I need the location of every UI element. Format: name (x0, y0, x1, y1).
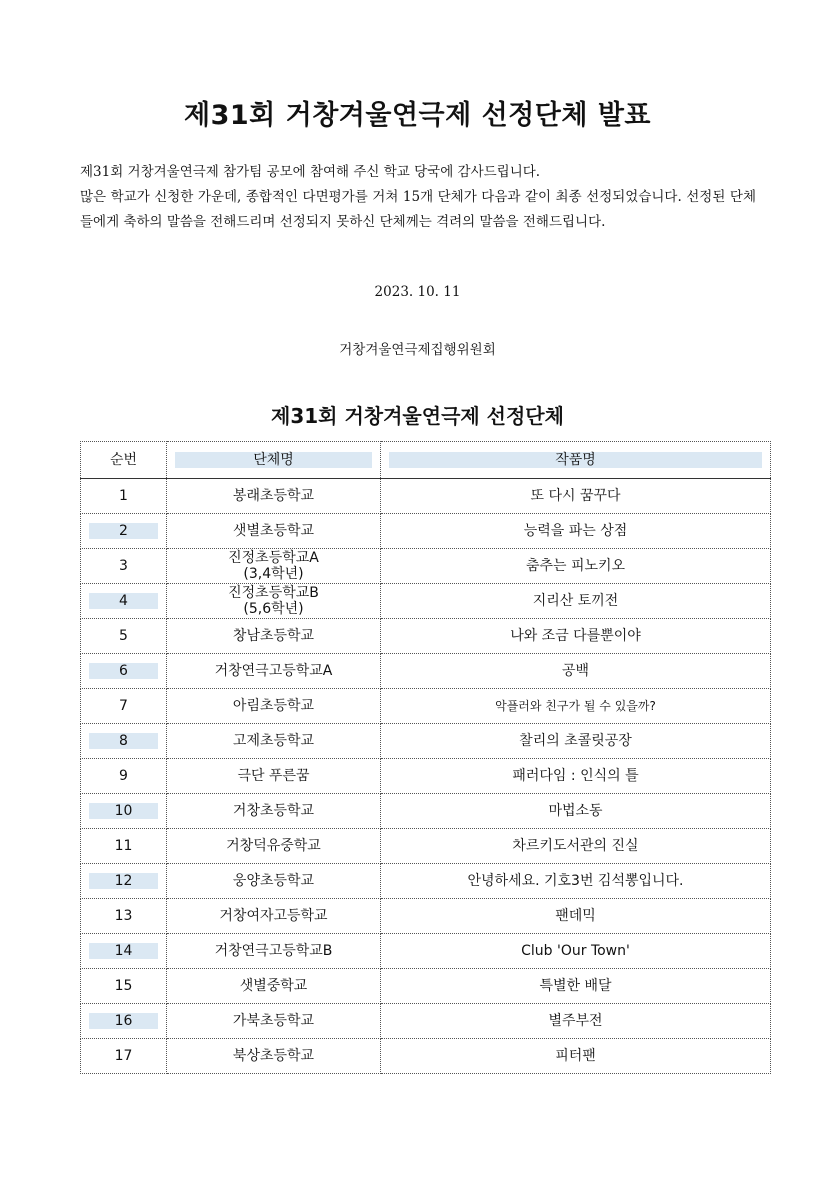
row-group-subtitle: (3,4학년) (243, 566, 304, 582)
table-row (81, 724, 771, 759)
row-work-title: 피터팬 (381, 1039, 771, 1074)
row-group-name: 거창연극고등학교B (167, 934, 381, 969)
row-work-title: 안녕하세요. 기호3번 김석뽕입니다. (381, 864, 771, 899)
row-group-name: 진정초등학교A (3,4학년) (167, 549, 381, 584)
row-group-name: 가북초등학교 (167, 1004, 381, 1039)
row-number: 14 (81, 934, 167, 969)
row-number: 6 (81, 654, 167, 689)
table-row (81, 514, 771, 549)
row-group-name: 고제초등학교 (167, 724, 381, 759)
row-work-title: 또 다시 꿈꾸다 (381, 479, 771, 514)
row-group-subtitle: (5,6학년) (243, 601, 304, 617)
row-work-title: Club 'Our Town' (381, 934, 771, 969)
row-group-name: 창남초등학교 (167, 619, 381, 654)
row-group-name: 아림초등학교 (167, 689, 381, 724)
row-group-name: 웅양초등학교 (167, 864, 381, 899)
header-group: 단체명 (167, 442, 381, 479)
row-number: 9 (81, 759, 167, 794)
announcement-date: 2023. 10. 11 (374, 284, 461, 300)
row-number: 13 (81, 899, 167, 934)
row-work-title: 마법소동 (381, 794, 771, 829)
row-number: 16 (81, 1004, 167, 1039)
header-work: 작품명 (381, 442, 771, 479)
row-number: 17 (81, 1039, 167, 1074)
table-row (81, 829, 771, 864)
table-row (81, 794, 771, 829)
row-group-name: 진정초등학교B (5,6학년) (167, 584, 381, 619)
table-title: 제31회 거창겨울연극제 선정단체 (271, 404, 564, 428)
table-row (81, 619, 771, 654)
row-number: 7 (81, 689, 167, 724)
row-work-title: 찰리의 초콜릿공장 (381, 724, 771, 759)
row-group-name: 거창연극고등학교A (167, 654, 381, 689)
table-row (81, 584, 771, 619)
row-work-title: 춤추는 피노키오 (381, 549, 771, 584)
row-group-name: 북상초등학교 (167, 1039, 381, 1074)
row-group-name: 극단 푸른꿈 (167, 759, 381, 794)
row-group-name: 봉래초등학교 (167, 479, 381, 514)
row-work-title: 악플러와 친구가 될 수 있을까? (381, 689, 771, 724)
row-number: 10 (81, 794, 167, 829)
committee-name: 거창겨울연극제집행위원회 (339, 342, 496, 358)
table-row (81, 864, 771, 899)
table-row (81, 969, 771, 1004)
row-group-name: 거창초등학교 (167, 794, 381, 829)
row-work-title: 팬데믹 (381, 899, 771, 934)
row-number: 3 (81, 549, 167, 584)
row-work-title: 별주부전 (381, 1004, 771, 1039)
table-row (81, 759, 771, 794)
row-work-title: 공백 (381, 654, 771, 689)
intro-text (80, 160, 756, 235)
table-row (81, 654, 771, 689)
row-group-name: 샛별중학교 (167, 969, 381, 1004)
row-work-title: 차르키도서관의 진실 (381, 829, 771, 864)
intro-paragraph-2: 많은 학교가 신청한 가운데, 종합적인 다면평가를 거쳐 15개 단체가 다음과 같이 최종 선정되었습니다. 선정된 단체들에게 축하의 말씀을 전해드리며 선정되지 못하신 단체께는 격려의 말씀을 전해드립니다. (80, 189, 756, 230)
table-row (81, 1004, 771, 1039)
row-number: 15 (81, 969, 167, 1004)
table-row (81, 689, 771, 724)
selection-table (80, 441, 771, 1074)
table-header-row (81, 442, 771, 479)
table-row (81, 549, 771, 584)
row-work-title: 지리산 토끼전 (381, 584, 771, 619)
row-number: 2 (81, 514, 167, 549)
row-work-title: 나와 조금 다를뿐이야 (381, 619, 771, 654)
row-number: 12 (81, 864, 167, 899)
header-no: 순번 (81, 442, 167, 479)
row-number: 5 (81, 619, 167, 654)
row-work-title: 능력을 파는 상점 (381, 514, 771, 549)
row-number: 8 (81, 724, 167, 759)
intro-paragraph-1: 제31회 거창겨울연극제 참가팀 공모에 참여해 주신 학교 당국에 감사드립니다. (80, 164, 541, 180)
row-work-title: 특별한 배달 (381, 969, 771, 1004)
row-number: 11 (81, 829, 167, 864)
row-group-name: 샛별초등학교 (167, 514, 381, 549)
table-body (81, 479, 771, 1074)
row-work-title: 패러다임 : 인식의 틀 (381, 759, 771, 794)
row-number: 1 (81, 479, 167, 514)
table-row (81, 899, 771, 934)
page-title: 제31회 거창겨울연극제 선정단체 발표 (183, 100, 651, 131)
table-row (81, 1039, 771, 1074)
row-group-name: 거창여자고등학교 (167, 899, 381, 934)
row-number: 4 (81, 584, 167, 619)
table-row (81, 479, 771, 514)
table-row (81, 934, 771, 969)
row-group-name: 거창덕유중학교 (167, 829, 381, 864)
